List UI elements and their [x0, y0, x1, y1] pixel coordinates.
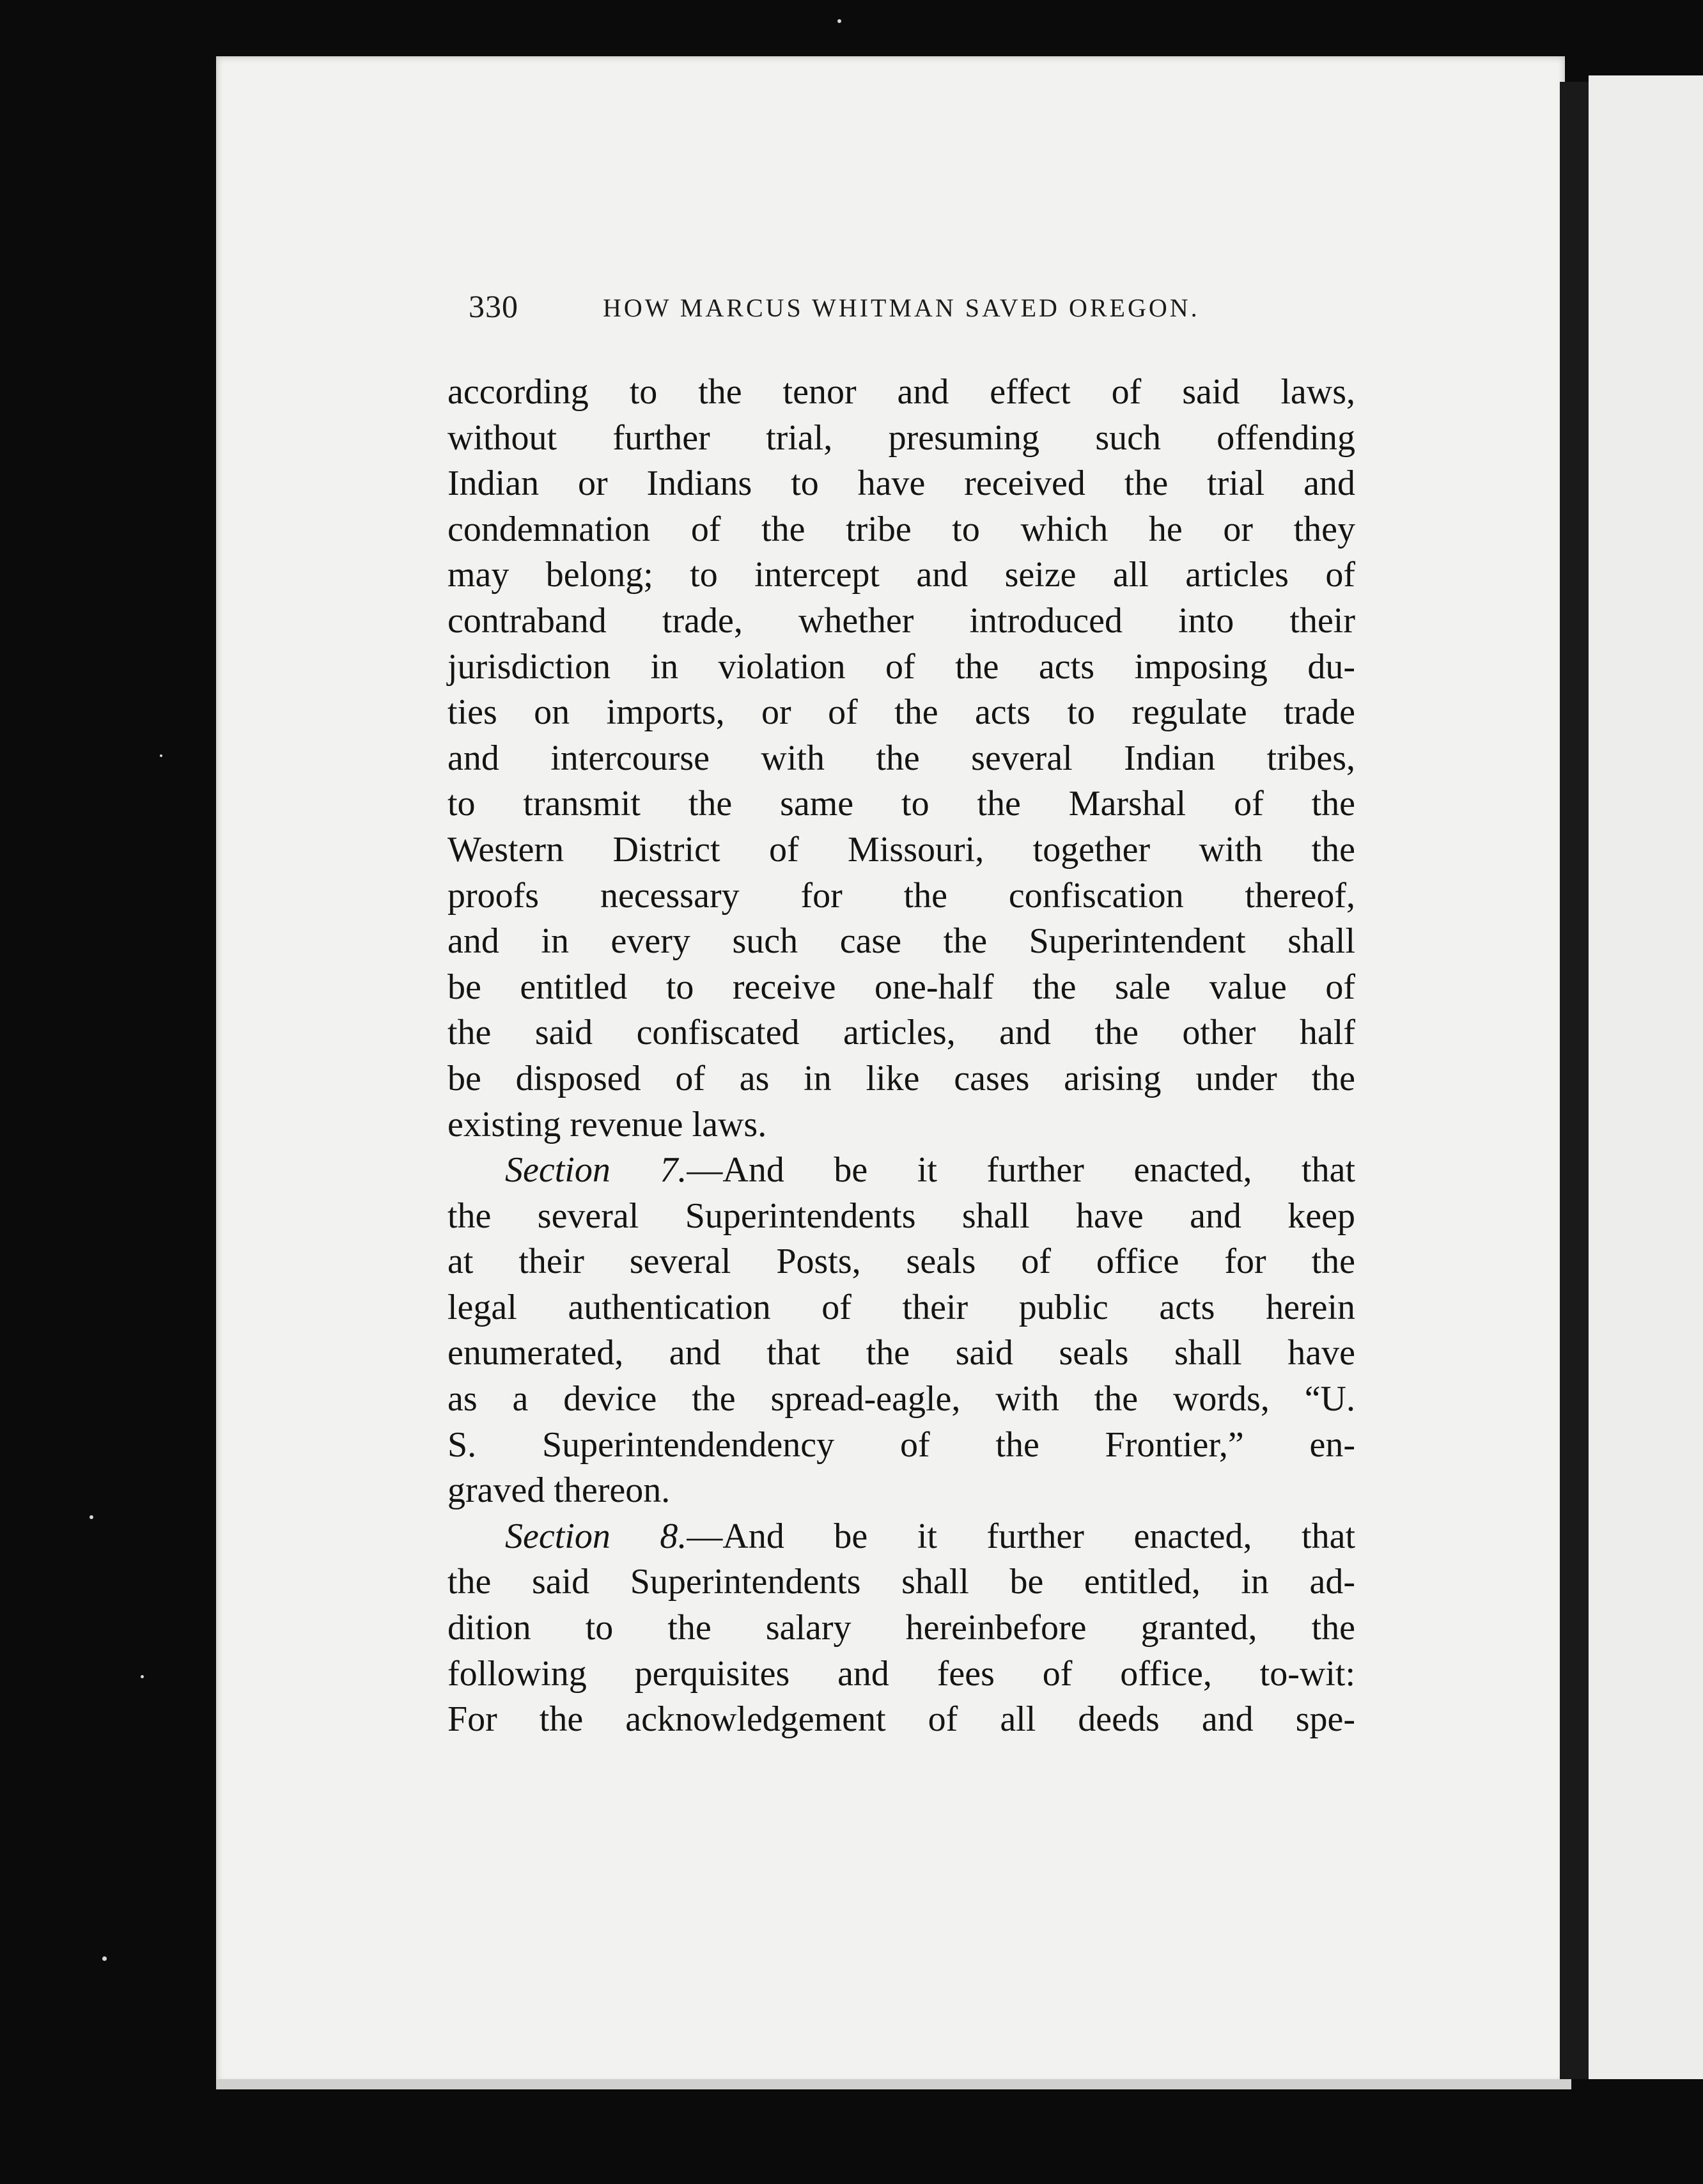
text-line: contraband trade, whether introduced into their	[447, 600, 1355, 641]
facing-page-edge	[1589, 75, 1703, 2079]
text-line: the said Superintendents shall be entitled, in ad-	[447, 1562, 1355, 1602]
text-line: For the acknowledgement of all deeds and spe-	[447, 1699, 1355, 1740]
text-line: to transmit the same to the Marshal of the	[447, 784, 1355, 824]
scan-speck	[160, 754, 162, 757]
section-8-first-line	[447, 1514, 1355, 1560]
running-head: HOW MARCUS WHITMAN SAVED OREGON.	[603, 293, 1200, 322]
section-8-first-text: —And be it further enacted, that	[687, 1516, 1355, 1556]
text-line: S. Superintendendency of the Frontier,” en-	[447, 1424, 1355, 1465]
book-spine	[1560, 82, 1589, 2079]
body-text	[447, 370, 1355, 1743]
text-line: graved thereon.	[447, 1470, 671, 1511]
scan-speck	[141, 1675, 144, 1678]
page-number: 330	[469, 288, 518, 324]
text-line: the several Superintendents shall have and keep	[447, 1196, 1355, 1236]
text-line: dition to the salary hereinbefore granted, the	[447, 1608, 1355, 1648]
text-line: as a device the spread-eagle, with the words, “U.	[447, 1379, 1355, 1419]
text-line: the said confiscated articles, and the other half	[447, 1013, 1355, 1053]
section-7-first-text: —And be it further enacted, that	[687, 1150, 1355, 1190]
text-line: enumerated, and that the said seals shall have	[447, 1333, 1355, 1373]
text-line: ties on imports, or of the acts to regulate trade	[447, 692, 1355, 733]
text-line: be disposed of as in like cases arising under the	[447, 1058, 1355, 1098]
text-line: and in every such case the Superintendent shall	[447, 921, 1355, 962]
section-7-first-line	[447, 1148, 1355, 1194]
text-line: existing revenue laws.	[447, 1104, 767, 1144]
text-line: proofs necessary for the confiscation thereof,	[447, 875, 1355, 916]
page-header	[469, 288, 1248, 332]
text-line: Western District of Missouri, together with the	[447, 829, 1355, 870]
text-line: may belong; to intercept and seize all articles of	[447, 555, 1355, 595]
section-8-heading: Section 8.	[505, 1516, 687, 1556]
text-line: condemnation of the tribe to which he or they	[447, 509, 1355, 549]
scan-speck	[89, 1515, 93, 1519]
text-line: Indian or Indians to have received the trial and	[447, 464, 1355, 504]
scan-speck	[102, 1956, 107, 1961]
text-line: following perquisites and fees of office, to-wit:	[447, 1653, 1355, 1694]
text-line: and intercourse with the several Indian tribes,	[447, 738, 1355, 778]
text-line: legal authentication of their public acts herein	[447, 1287, 1355, 1327]
text-line: jurisdiction in violation of the acts imposing du-	[447, 646, 1355, 687]
text-line: be entitled to receive one-half the sale value of	[447, 967, 1355, 1007]
page-bottom-edge	[216, 2079, 1571, 2089]
scan-speck	[837, 19, 841, 23]
section-7-heading: Section 7.	[505, 1150, 687, 1190]
text-line: according to the tenor and effect of said laws,	[447, 372, 1355, 412]
text-line: without further trial, presuming such offending	[447, 417, 1355, 458]
text-line: at their several Posts, seals of office for the	[447, 1242, 1355, 1282]
